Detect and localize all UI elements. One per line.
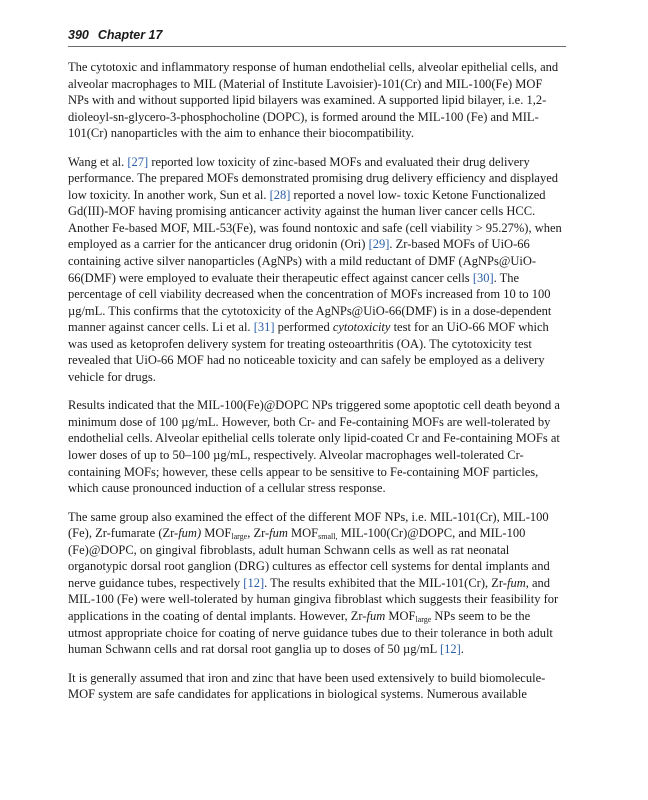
text-segment: Wang et al. xyxy=(68,154,128,169)
citation-link-30[interactable]: [30] xyxy=(472,270,494,285)
citation-link-12[interactable]: [12] xyxy=(243,575,265,590)
paragraph-5: It is generally assumed that iron and zinc that have been used extensively to build biomolecule-MOF system are safe candidates for applications in biological systems. Numerous available xyxy=(68,670,546,702)
text-segment: , Zr- xyxy=(247,526,270,541)
text-segment: MOF xyxy=(385,608,416,623)
citation-link-12[interactable]: [12] xyxy=(439,642,461,657)
text-segment: . The results exhibited that the MIL-101(Cr), Zr- xyxy=(264,575,507,590)
page-number: 390 xyxy=(68,28,89,42)
paragraph-1: The cytotoxic and inflammatory response of human endothelial cells, alveolar epithelial cells, and alveolar macrophages to MIL (Material of Institute Lavoisier)-101(Cr) and MIL-100(Fe) MOF NPs with and without supported lipid bilayers was examined. A supported lipid bilayer, i.e. 1,2-dioleoyl-sn-glycero-3-phosphocholine (DOPC), is formed around the MIL-100 (Fe) and MIL-101(Cr) nanoparticles with the aim to enhance their biocompatibility. xyxy=(68,60,559,141)
subscript: small, xyxy=(318,532,338,542)
citation-link-31[interactable]: [31] xyxy=(253,320,275,335)
text-segment: , and MIL-100 (Fe) were well-tolerated by human gingiva fibroblast which suggests their feasibility for applications in the coating of dental implants. However, Zr- xyxy=(68,575,559,623)
italic-term: fum) xyxy=(178,526,202,541)
text-segment: MOF xyxy=(287,526,319,541)
text-segment: MOF xyxy=(201,526,232,541)
running-header xyxy=(68,28,566,47)
body-text xyxy=(68,59,566,703)
paragraph-2 xyxy=(68,154,566,386)
italic-term: cytotoxicity xyxy=(332,320,391,335)
paragraph-4 xyxy=(68,509,566,658)
text-segment: NPs seem to be the utmost appropriate choice for coating of nerve guidance tubes due to their tolerance in both adult human Schwann cells and rat dorsal root ganglia up to doses of 50 µg/mL xyxy=(68,608,553,657)
text-segment: The same group also examined the effect of the different MOF NPs, i.e. MIL-101(Cr), MIL-100 (Fe), Zr-fumarate (Zr- xyxy=(68,509,549,541)
text-segment: . The percentage of cell viability decreased when the concentration of MOFs increased from 10 to 100 µg/mL. This confirms that the cytotoxicity of the AgNPs@UiO-66(DMF) is in a dose-dependent manner against cancer cells. Li et al. xyxy=(68,270,552,335)
citation-link-27[interactable]: [27] xyxy=(127,154,149,169)
italic-term: fum xyxy=(269,526,288,541)
text-segment: test for an UiO-66 MOF which was used as ketoprofen delivery system for treating osteoarthritis (OA). The cytotoxicity test revealed that UiO-66 MOF had no noticeable toxicity and can safely be employed as a delivery vehicle for drugs. xyxy=(68,320,549,384)
text-segment: performed xyxy=(274,320,333,335)
subscript: large xyxy=(415,614,432,624)
subscript: large xyxy=(231,532,248,542)
page xyxy=(68,28,566,715)
italic-term: fum xyxy=(366,608,386,623)
chapter-title: Chapter 17 xyxy=(97,28,163,42)
text-segment: reported low toxicity of zinc-based MOFs and evaluated their drug delivery performance. The prepared MOFs demonstrated promising drug delivery efficiency and displayed low toxicity. In another work, Sun et al. xyxy=(68,154,559,202)
citation-link-29[interactable]: [29] xyxy=(368,237,390,252)
citation-link-28[interactable]: [28] xyxy=(269,187,291,202)
text-segment: . xyxy=(460,642,464,657)
italic-term: fum xyxy=(506,575,526,590)
text-segment: . Zr-based MOFs of UiO-66 containing active silver nanoparticles (AgNPs) with a mild reductant of DMF (AgNPs@UiO-66(DMF) were employed to evaluate their therapeutic effect against cancer cells xyxy=(68,237,537,285)
text-segment: MIL-100(Cr)@DOPC, and MIL-100 (Fe)@DOPC, on gingival fibroblasts, adult human Schwann cells as well as rat neonatal organotypic dorsal root ganglion (DRG) cultures as effector cell systems for dental implants and nerve guidance tubes, respectively xyxy=(68,526,550,590)
paragraph-3: Results indicated that the MIL-100(Fe)@DOPC NPs triggered some apoptotic cell death beyond a minimum dose of 100 µg/mL. However, both Cr- and Fe-containing MOFs are well-tolerated by endothelial cells. Alveolar epithelial cells tolerate only lipid-coated Cr and Fe-containing MOFs at lower doses of up to 50–100 µg/mL, respectively. Alveolar macrophages well-tolerated Cr-containing MOFs; however, these cells appear to be sensitive to Fe-containing MOF particles, which cause pronounced induction of a cellular stress response. xyxy=(68,398,560,496)
text-segment: reported a novel low- toxic Ketone Functionalized Gd(III)-MOF having promising anticancer activity against the human liver cancer cells HCC. Another Fe-based MOF, MIL-53(Fe), was found nontoxic and safe (cell viability > 95.27%), when employed as a carrier for the anticancer drug oridonin (Ori) xyxy=(68,187,562,252)
